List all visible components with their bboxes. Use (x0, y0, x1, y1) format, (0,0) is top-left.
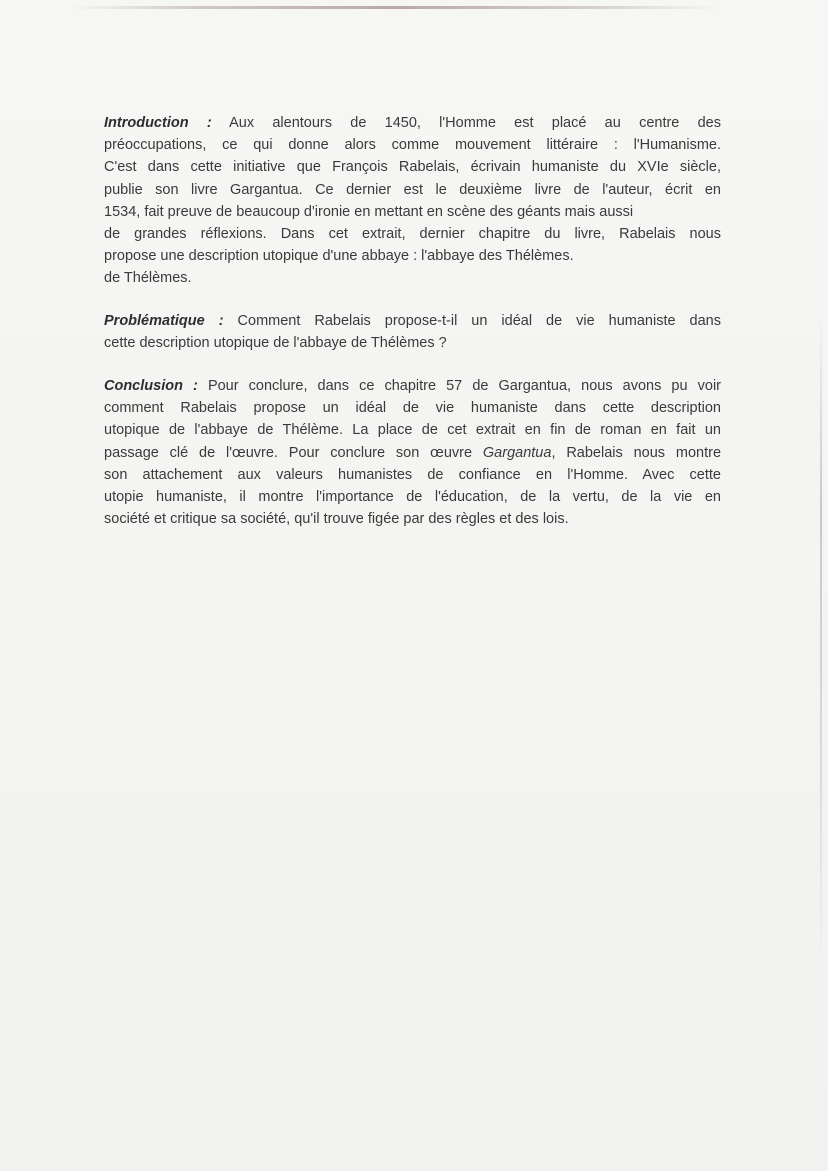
intro-line-5: 1534, fait preuve de beaucoup d'ironie en mettant en scène des géants mais aussi (104, 203, 634, 220)
intro-line-4: publie son livre Gargantua. Ce dernier est le deuxième livre de l'auteur, écrit en (104, 181, 721, 198)
intro-line-3: C'est dans cette initiative que François Rabelais, écrivain humaniste du XVIe siècle, (104, 159, 721, 176)
conclusion-line-4 (104, 442, 721, 464)
problematique-label: Problématique : (104, 313, 224, 329)
intro-text-1: Aux alentours de 1450, l'Homme est placé au centre des (229, 115, 721, 131)
conclusion-text-4b: , Rabelais nous montre (551, 444, 722, 461)
conclusion-paragraph (104, 375, 721, 530)
intro-line-8: de Thélèmes. (104, 270, 192, 287)
scan-right-edge (820, 310, 822, 970)
intro-line-2: préoccupations, ce qui donne alors comme mouvement littéraire : l'Humanisme. (104, 137, 721, 154)
book-title: Gargantua (482, 444, 552, 461)
problem-text-1: Comment Rabelais propose-t-il un idéal de vie humaniste dans (237, 313, 721, 329)
scan-top-edge (70, 6, 720, 9)
problem-line-2: cette description utopique de l'abbaye de Thélèmes ? (104, 335, 447, 352)
conclusion-label: Conclusion : (104, 378, 198, 394)
conclusion-text-1: Pour conclure, dans ce chapitre 57 de Gargantua, nous avons pu voir (207, 378, 721, 394)
introduction-paragraph (104, 112, 721, 290)
introduction-label: Introduction : (104, 115, 212, 131)
problematique-paragraph (104, 310, 721, 354)
conclusion-line-7: société et critique sa société, qu'il trouve figée par des règles et des lois. (104, 511, 569, 528)
problem-line-1 (104, 310, 721, 332)
intro-line-1 (104, 112, 721, 134)
intro-line-6: de grandes réflexions. Dans cet extrait, dernier chapitre du livre, Rabelais nous (104, 226, 721, 243)
conclusion-line-2: comment Rabelais propose un idéal de vie humaniste dans cette description (104, 400, 721, 417)
intro-line-7: propose une description utopique d'une abbaye : l'abbaye des Thélèmes. (104, 248, 574, 265)
conclusion-line-3: utopique de l'abbaye de Thélème. La place de cet extrait en fin de roman en fait un (104, 422, 721, 439)
conclusion-line-1 (104, 375, 721, 397)
conclusion-text-4a: passage clé de l'œuvre. Pour conclure son œuvre (104, 444, 473, 461)
conclusion-line-6: utopie humaniste, il montre l'importance de l'éducation, de la vertu, de la vie en (104, 489, 721, 506)
conclusion-line-5: son attachement aux valeurs humanistes de confiance en l'Homme. Avec cette (104, 466, 721, 483)
